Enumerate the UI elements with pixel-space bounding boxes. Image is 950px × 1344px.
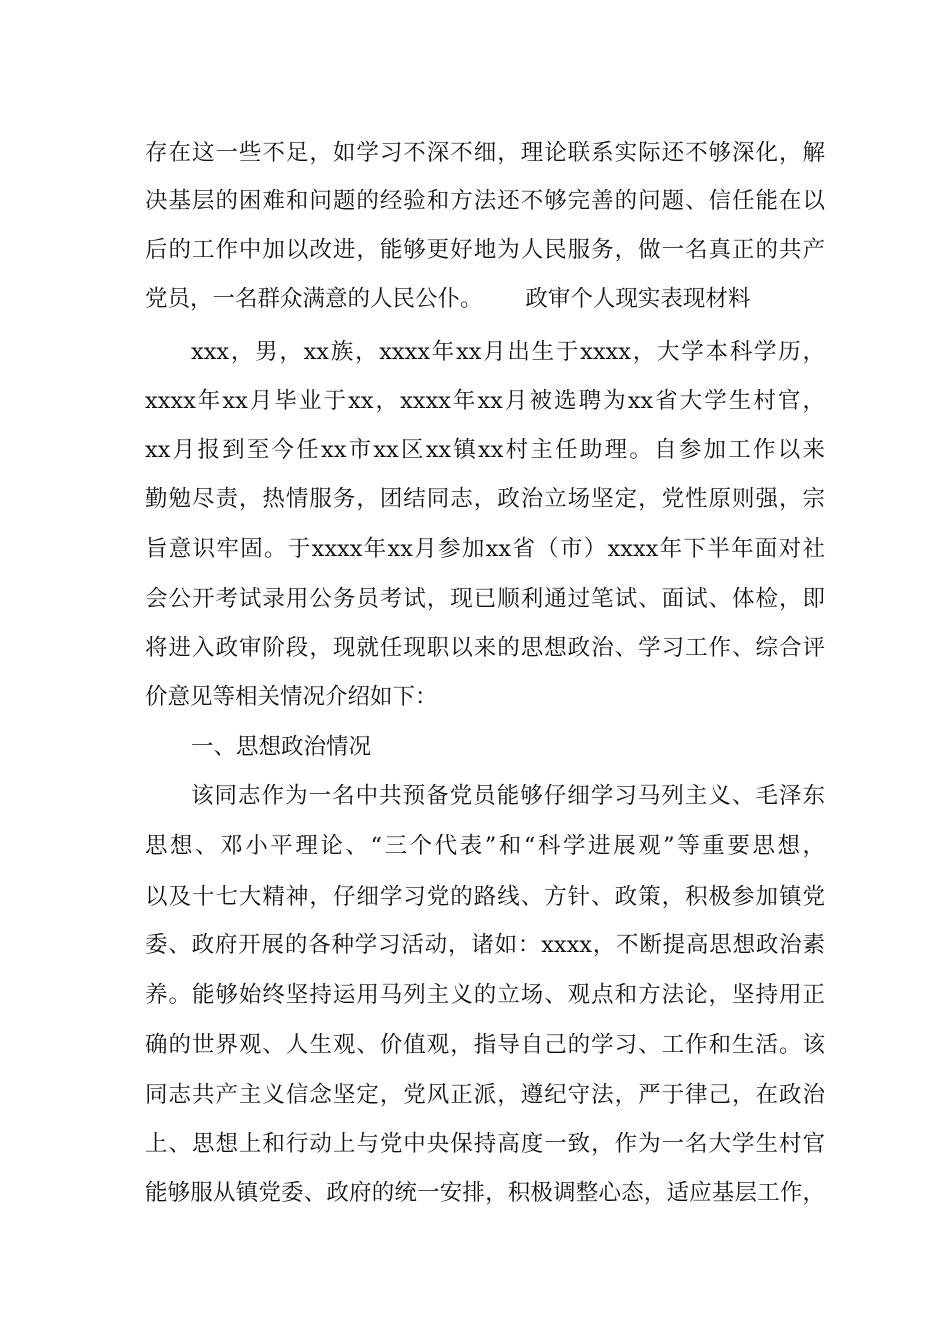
paragraph-line: 旨意识牢固。于xxxx年xx月参加xx省（市）xxxx年下半年面对社 [145,536,825,562]
paragraph-line: xxx，男，xx族，xxxx年xx月出生于xxxx，大学本科学历， [191,339,825,365]
paragraph-line: 养。能够始终坚持运用马列主义的立场、观点和方法论，坚持用正 [145,982,825,1008]
paragraph-line: 后的工作中加以改进，能够更好地为人民服务，做一名真正的共产 [145,237,825,263]
paragraph-line: 价意见等相关情况介绍如下： [145,684,438,710]
paragraph-line: 决基层的困难和问题的经验和方法还不够完善的问题、信任能在以 [145,188,825,214]
paragraph-line: 将进入政审阶段，现就任现职以来的思想政治、学习工作、综合评 [145,635,825,661]
paragraph-line: 该同志作为一名中共预备党员能够仔细学习马列主义、毛泽东 [191,783,825,809]
paragraph-line: 能够服从镇党委、政府的统一安排，积极调整心态，适应基层工作， [145,1180,825,1206]
paragraph-line: 党员，一名群众满意的人民公仆。 政审个人现实表现材料 [145,286,751,312]
paragraph-line: 会公开考试录用公务员考试，现已顺利通过笔试、面试、体检，即 [145,586,825,612]
paragraph-line: 同志共产主义信念坚定，党风正派，遵纪守法，严于律己，在政治 [145,1082,825,1108]
paragraph-line: xx月报到至今任xx市xx区xx镇xx村主任助理。自参加工作以来 [145,437,825,463]
paragraph-line: 以及十七大精神，仔细学习党的路线、方针、政策，积极参加镇党 [145,884,825,910]
section-heading: 一、思想政治情况 [191,734,372,760]
paragraph-line: xxxx年xx月毕业于xx，xxxx年xx月被选聘为xx省大学生村官， [145,388,825,414]
paragraph-line: 委、政府开展的各种学习活动，诸如：xxxx，不断提高思想政治素 [145,932,825,958]
paragraph-line: 确的世界观、人生观、价值观，指导自己的学习、工作和生活。该 [145,1032,825,1058]
paragraph-line: 存在这一些不足，如学习不深不细，理论联系实际还不够深化，解 [145,140,825,166]
paragraph-line: 思想、邓小平理论、“三个代表”和“科学进展观”等重要思想， [145,833,825,859]
paragraph-line: 上、思想上和行动上与党中央保持高度一致，作为一名大学生村官 [145,1131,825,1157]
paragraph-line: 勤勉尽责，热情服务，团结同志，政治立场坚定，党性原则强，宗 [145,486,825,512]
